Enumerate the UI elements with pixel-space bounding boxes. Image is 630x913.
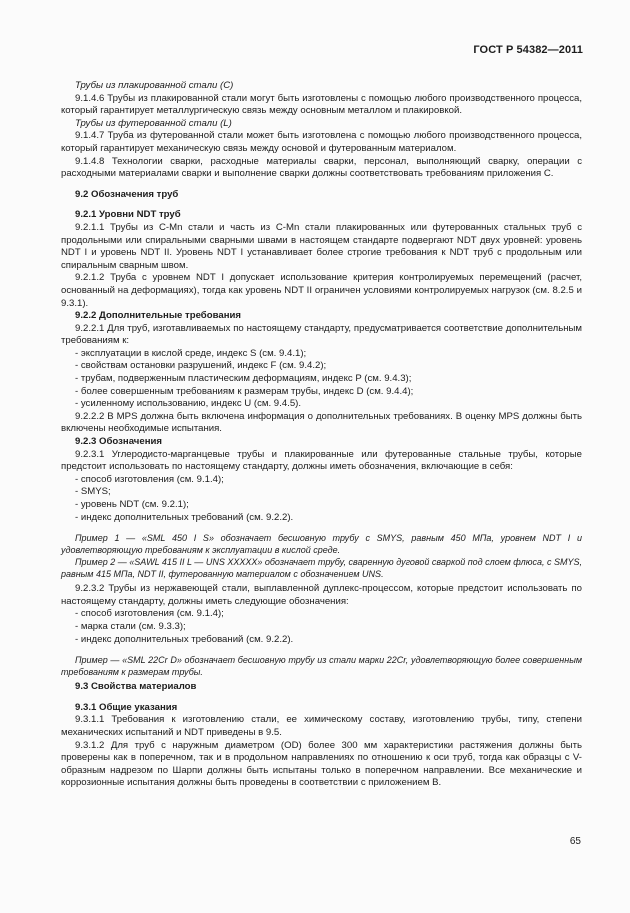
list-item: - индекс дополнительных требований (см. 9.2.2).	[75, 511, 294, 523]
example-note-3: Пример — «SML 22Cr D» обозначает бесшовную трубу из стали марки 22Cr, удовлетворяющую более совершенным требованиям к размерам трубы.	[61, 655, 582, 678]
list-item: - уровень NDT (см. 9.2.1);	[75, 499, 189, 510]
document-standard-header: ГОСТ Р 54382—2011	[473, 44, 583, 56]
example-note-2: Пример 2 — «SAWL 415 II L — UNS XXXXX» обозначает трубу, сваренную дуговой сваркой под слоем флюса, с SMYS, равным 415 МПа, NDT II, футерованную материалом с обозначением UNS.	[61, 557, 582, 580]
section-heading-9-2-1: 9.2.1 Уровни NDT труб	[75, 209, 181, 221]
section-heading-9-2: 9.2 Обозначения труб	[75, 188, 179, 200]
paragraph-9-2-2-2: 9.2.2.2 В MPS должна быть включена информация о дополнительных требованиях. В оценку MPS должны быть включены необходимые испытания.	[61, 410, 582, 435]
section-heading-9-2-2: 9.2.2 Дополнительные требования	[75, 310, 241, 322]
paragraph-9-2-3-1: 9.2.3.1 Углеродисто-марганцевые трубы и плакированные или футерованные стальные трубы, которые предстоит использовать по настоящему стандарту, должны иметь обозначения, включающие в себя:	[61, 448, 582, 473]
list-item: - свойствам остановки разрушений, индекс F (см. 9.4.2);	[75, 360, 327, 372]
list-item: - эксплуатации в кислой среде, индекс S (см. 9.4.1);	[75, 347, 307, 359]
list-item: - способ изготовления (см. 9.1.4);	[75, 608, 224, 620]
paragraph-9-2-1-1: 9.2.1.1 Трубы из C-Mn стали и часть из C-Mn стали плакированных или футерованных стальных труб с продольными или спиральными сварными швами в настоящем стандарте подвергают NDT двух уровней: уровень NDT I и уровень NDT II. Уровень NDT I устанавливает более строгие требования к NDT труб с продольным или спиральным сварным швом.	[61, 221, 582, 271]
list-item: - марка стали (см. 9.3.3);	[75, 620, 186, 632]
subheading-lined-pipes: Трубы из футерованной стали (L)	[75, 117, 232, 129]
section-heading-9-3: 9.3 Свойства материалов	[75, 681, 197, 693]
document-body	[61, 80, 582, 790]
paragraph-9-1-4-8: 9.1.4.8 Технологии сварки, расходные материалы сварки, персонал, выполняющий сварку, операции с расходными материалами сварки и выполнение сварки должны соответствовать требованиям приложения C.	[61, 155, 582, 180]
paragraph-9-2-3-2: 9.2.3.2 Трубы из нержавеющей стали, выплавленной дуплекс-процессом, которые предстоит использовать по настоящему стандарту, должны иметь следующие обозначения:	[61, 583, 582, 607]
list-item: - усиленному использованию, индекс U (см. 9.4.5).	[75, 398, 302, 410]
list-item: - способ изготовления (см. 9.1.4);	[75, 473, 224, 485]
list-item: - SMYS;	[75, 486, 111, 498]
section-heading-9-2-3: 9.2.3 Обозначения	[75, 436, 162, 448]
paragraph-9-3-1-1: 9.3.1.1 Требования к изготовлению стали, ее химическому составу, изготовлению трубы, типу, степени механических испытаний и NDT приведены в 9.5.	[61, 714, 582, 738]
paragraph-9-2-1-2: 9.2.1.2 Труба с уровнем NDT I допускает использование критерия контролируемых перемещений (расчет, основанный на деформациях), тогда как уровень NDT II ограничен условиями контролируемых нагрузок (см. 8.2.5 и 9.3.1).	[61, 272, 582, 309]
paragraph-9-2-2-1: 9.2.2.1 Для труб, изготавливаемых по настоящему стандарту, предусматривается соответствие дополнительным требованиям к:	[61, 322, 582, 347]
list-item: - индекс дополнительных требований (см. 9.2.2).	[75, 633, 294, 645]
list-item: - трубам, подверженным пластическим деформациям, индекс P (см. 9.4.3);	[75, 373, 412, 385]
example-note-1: Пример 1 — «SML 450 I S» обозначает бесшовную трубу с SMYS, равным 450 МПа, уровнем NDT I и удовлетворяющую требованиям к эксплуатации в кислой среде.	[61, 533, 582, 556]
paragraph-9-3-1-2: 9.3.1.2 Для труб с наружным диаметром (OD) более 300 мм характеристики растяжения должны быть проверены как в поперечном, так и в продольном направлениях по отношению к оси труб, тогда как образцы с V-образным надрезом по Шарпи должны быть испытаны только в поперечном направлении. Все механические и коррозионные испытания должны быть проведены в соответствии с приложением B.	[61, 739, 582, 789]
list-item: - более совершенным требованиям к размерам трубы, индекс D (см. 9.4.4);	[75, 385, 414, 397]
page-number: 65	[569, 836, 581, 847]
paragraph-9-1-4-6: 9.1.4.6 Трубы из плакированной стали могут быть изготовлены с помощью любого производственного процесса, который гарантирует металлургическую связь между основным металлом и плакировкой.	[61, 92, 582, 117]
paragraph-9-1-4-7: 9.1.4.7 Труба из футерованной стали может быть изготовлена с помощью любого производственного процесса, который гарантирует механическую связь между основой и футерованным материалом.	[61, 130, 582, 154]
section-heading-9-3-1: 9.3.1 Общие указания	[75, 701, 178, 713]
subheading-clad-pipes: Трубы из плакированной стали (C)	[75, 80, 234, 91]
